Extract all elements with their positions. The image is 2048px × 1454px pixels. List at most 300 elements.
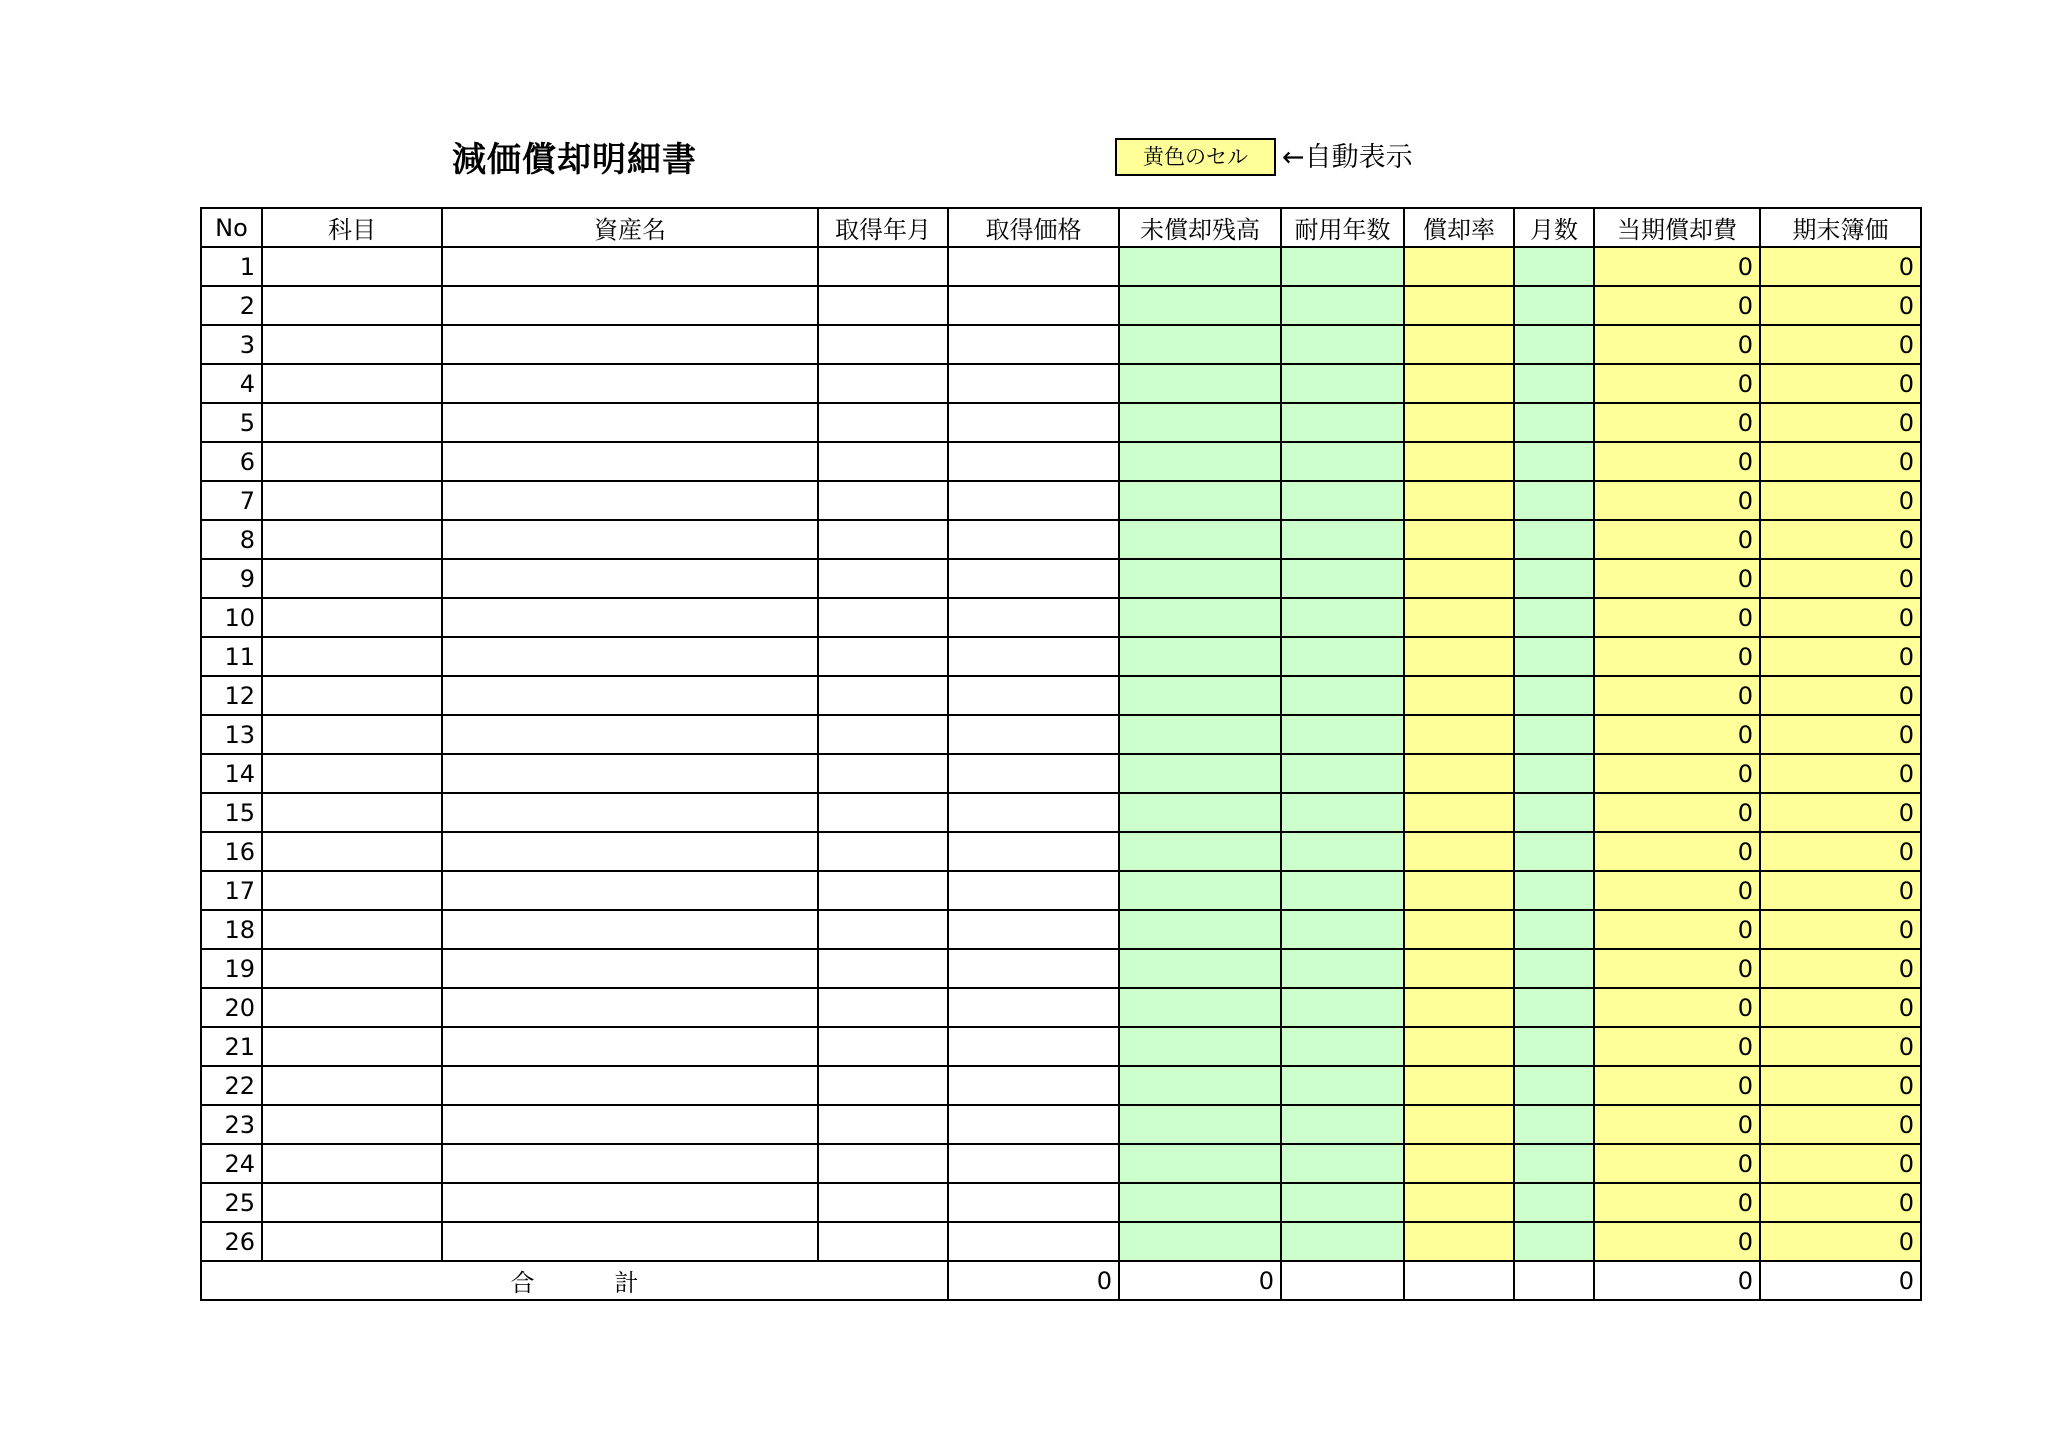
cell-asset-name[interactable] [442, 403, 818, 442]
cell-acquisition-price[interactable] [948, 754, 1119, 793]
table-row [201, 520, 1921, 559]
header-months: 月数 [1514, 208, 1594, 247]
cell-useful-life[interactable] [1281, 442, 1404, 481]
cell-subject[interactable] [262, 403, 442, 442]
cell-depreciation-rate [1404, 676, 1514, 715]
cell-unamortized-balance[interactable] [1119, 1066, 1281, 1105]
cell-acquisition-price[interactable] [948, 481, 1119, 520]
cell-subject[interactable] [262, 715, 442, 754]
cell-months[interactable] [1514, 1027, 1594, 1066]
total-useful-life-blank [1281, 1261, 1404, 1300]
cell-book-value: 0 [1760, 832, 1921, 871]
cell-current-depreciation: 0 [1594, 871, 1760, 910]
cell-subject[interactable] [262, 754, 442, 793]
cell-subject[interactable] [262, 1027, 442, 1066]
cell-months[interactable] [1514, 793, 1594, 832]
cell-no: 5 [201, 403, 262, 442]
cell-depreciation-rate [1404, 715, 1514, 754]
cell-subject[interactable] [262, 364, 442, 403]
cell-useful-life[interactable] [1281, 832, 1404, 871]
cell-acquisition-date[interactable] [818, 364, 948, 403]
table-row [201, 598, 1921, 637]
cell-subject[interactable] [262, 988, 442, 1027]
cell-asset-name[interactable] [442, 247, 818, 286]
cell-depreciation-rate [1404, 598, 1514, 637]
cell-asset-name[interactable] [442, 637, 818, 676]
cell-unamortized-balance[interactable] [1119, 832, 1281, 871]
cell-depreciation-rate [1404, 442, 1514, 481]
cell-useful-life[interactable] [1281, 1027, 1404, 1066]
header-subject: 科目 [262, 208, 442, 247]
cell-acquisition-date[interactable] [818, 715, 948, 754]
cell-book-value: 0 [1760, 325, 1921, 364]
cell-months[interactable] [1514, 481, 1594, 520]
cell-no: 16 [201, 832, 262, 871]
table-row [201, 1105, 1921, 1144]
cell-months[interactable] [1514, 442, 1594, 481]
total-rate-blank [1404, 1261, 1514, 1300]
cell-subject[interactable] [262, 1105, 442, 1144]
cell-depreciation-rate [1404, 403, 1514, 442]
cell-unamortized-balance[interactable] [1119, 1144, 1281, 1183]
cell-subject[interactable] [262, 286, 442, 325]
cell-no: 23 [201, 1105, 262, 1144]
cell-depreciation-rate [1404, 988, 1514, 1027]
table-row [201, 364, 1921, 403]
cell-unamortized-balance[interactable] [1119, 949, 1281, 988]
cell-unamortized-balance[interactable] [1119, 325, 1281, 364]
cell-current-depreciation: 0 [1594, 481, 1760, 520]
cell-acquisition-date[interactable] [818, 988, 948, 1027]
cell-unamortized-balance[interactable] [1119, 559, 1281, 598]
cell-acquisition-price[interactable] [948, 988, 1119, 1027]
cell-current-depreciation: 0 [1594, 598, 1760, 637]
cell-book-value: 0 [1760, 598, 1921, 637]
cell-useful-life[interactable] [1281, 1183, 1404, 1222]
cell-acquisition-date[interactable] [818, 559, 948, 598]
cell-useful-life[interactable] [1281, 715, 1404, 754]
cell-current-depreciation: 0 [1594, 676, 1760, 715]
cell-depreciation-rate [1404, 325, 1514, 364]
cell-no: 2 [201, 286, 262, 325]
cell-unamortized-balance[interactable] [1119, 286, 1281, 325]
cell-acquisition-date[interactable] [818, 871, 948, 910]
cell-no: 8 [201, 520, 262, 559]
cell-no: 18 [201, 910, 262, 949]
cell-useful-life[interactable] [1281, 910, 1404, 949]
cell-no: 25 [201, 1183, 262, 1222]
cell-book-value: 0 [1760, 949, 1921, 988]
cell-acquisition-price[interactable] [948, 1144, 1119, 1183]
cell-asset-name[interactable] [442, 286, 818, 325]
cell-book-value: 0 [1760, 1144, 1921, 1183]
cell-depreciation-rate [1404, 871, 1514, 910]
cell-asset-name[interactable] [442, 1027, 818, 1066]
cell-subject[interactable] [262, 598, 442, 637]
header-row [201, 208, 1921, 247]
cell-months[interactable] [1514, 871, 1594, 910]
cell-acquisition-date[interactable] [818, 1105, 948, 1144]
cell-book-value: 0 [1760, 1222, 1921, 1261]
cell-useful-life[interactable] [1281, 1066, 1404, 1105]
cell-months[interactable] [1514, 754, 1594, 793]
header-acquisition-price: 取得価格 [948, 208, 1119, 247]
cell-current-depreciation: 0 [1594, 559, 1760, 598]
cell-current-depreciation: 0 [1594, 988, 1760, 1027]
cell-acquisition-price[interactable] [948, 676, 1119, 715]
cell-useful-life[interactable] [1281, 949, 1404, 988]
cell-unamortized-balance[interactable] [1119, 754, 1281, 793]
cell-useful-life[interactable] [1281, 325, 1404, 364]
table-row [201, 559, 1921, 598]
cell-acquisition-date[interactable] [818, 1066, 948, 1105]
cell-unamortized-balance[interactable] [1119, 520, 1281, 559]
cell-useful-life[interactable] [1281, 1105, 1404, 1144]
cell-asset-name[interactable] [442, 871, 818, 910]
cell-book-value: 0 [1760, 715, 1921, 754]
cell-asset-name[interactable] [442, 325, 818, 364]
cell-current-depreciation: 0 [1594, 1222, 1760, 1261]
cell-asset-name[interactable] [442, 1144, 818, 1183]
table-row [201, 832, 1921, 871]
cell-current-depreciation: 0 [1594, 325, 1760, 364]
table-row [201, 481, 1921, 520]
cell-book-value: 0 [1760, 559, 1921, 598]
cell-acquisition-price[interactable] [948, 1222, 1119, 1261]
cell-unamortized-balance[interactable] [1119, 403, 1281, 442]
cell-months[interactable] [1514, 364, 1594, 403]
cell-asset-name[interactable] [442, 559, 818, 598]
table-row [201, 676, 1921, 715]
cell-book-value: 0 [1760, 1183, 1921, 1222]
cell-subject[interactable] [262, 481, 442, 520]
cell-useful-life[interactable] [1281, 988, 1404, 1027]
cell-subject[interactable] [262, 442, 442, 481]
cell-useful-life[interactable] [1281, 637, 1404, 676]
cell-months[interactable] [1514, 910, 1594, 949]
cell-months[interactable] [1514, 598, 1594, 637]
cell-acquisition-date[interactable] [818, 793, 948, 832]
cell-useful-life[interactable] [1281, 403, 1404, 442]
cell-unamortized-balance[interactable] [1119, 637, 1281, 676]
cell-useful-life[interactable] [1281, 520, 1404, 559]
cell-unamortized-balance[interactable] [1119, 598, 1281, 637]
cell-current-depreciation: 0 [1594, 949, 1760, 988]
cell-subject[interactable] [262, 325, 442, 364]
cell-subject[interactable] [262, 1066, 442, 1105]
cell-acquisition-date[interactable] [818, 286, 948, 325]
cell-unamortized-balance[interactable] [1119, 676, 1281, 715]
cell-acquisition-price[interactable] [948, 949, 1119, 988]
table-row [201, 988, 1921, 1027]
cell-asset-name[interactable] [442, 988, 818, 1027]
cell-current-depreciation: 0 [1594, 793, 1760, 832]
cell-acquisition-price[interactable] [948, 793, 1119, 832]
cell-subject[interactable] [262, 793, 442, 832]
cell-acquisition-date[interactable] [818, 1183, 948, 1222]
cell-asset-name[interactable] [442, 442, 818, 481]
cell-subject[interactable] [262, 637, 442, 676]
table-row [201, 247, 1921, 286]
cell-no: 7 [201, 481, 262, 520]
cell-acquisition-price[interactable] [948, 247, 1119, 286]
header-unamortized-balance: 未償却残高 [1119, 208, 1281, 247]
cell-current-depreciation: 0 [1594, 910, 1760, 949]
cell-months[interactable] [1514, 1144, 1594, 1183]
cell-no: 22 [201, 1066, 262, 1105]
cell-months[interactable] [1514, 403, 1594, 442]
cell-subject[interactable] [262, 247, 442, 286]
cell-current-depreciation: 0 [1594, 637, 1760, 676]
cell-acquisition-date[interactable] [818, 832, 948, 871]
cell-depreciation-rate [1404, 247, 1514, 286]
cell-depreciation-rate [1404, 637, 1514, 676]
cell-depreciation-rate [1404, 1105, 1514, 1144]
cell-asset-name[interactable] [442, 754, 818, 793]
cell-acquisition-price[interactable] [948, 832, 1119, 871]
cell-acquisition-date[interactable] [818, 598, 948, 637]
cell-book-value: 0 [1760, 1105, 1921, 1144]
cell-acquisition-date[interactable] [818, 442, 948, 481]
cell-months[interactable] [1514, 1183, 1594, 1222]
cell-subject[interactable] [262, 1183, 442, 1222]
cell-asset-name[interactable] [442, 1105, 818, 1144]
cell-asset-name[interactable] [442, 910, 818, 949]
cell-months[interactable] [1514, 1105, 1594, 1144]
cell-acquisition-date[interactable] [818, 949, 948, 988]
cell-acquisition-price[interactable] [948, 637, 1119, 676]
table-row [201, 286, 1921, 325]
cell-asset-name[interactable] [442, 598, 818, 637]
cell-acquisition-price[interactable] [948, 364, 1119, 403]
header-book-value: 期末簿価 [1760, 208, 1921, 247]
cell-depreciation-rate [1404, 1183, 1514, 1222]
cell-unamortized-balance[interactable] [1119, 1027, 1281, 1066]
cell-useful-life[interactable] [1281, 676, 1404, 715]
cell-depreciation-rate [1404, 286, 1514, 325]
cell-acquisition-date[interactable] [818, 1222, 948, 1261]
cell-months[interactable] [1514, 247, 1594, 286]
cell-acquisition-date[interactable] [818, 910, 948, 949]
cell-acquisition-price[interactable] [948, 910, 1119, 949]
total-unamortized-balance: 0 [1119, 1261, 1281, 1300]
cell-no: 21 [201, 1027, 262, 1066]
cell-asset-name[interactable] [442, 715, 818, 754]
cell-depreciation-rate [1404, 520, 1514, 559]
cell-useful-life[interactable] [1281, 793, 1404, 832]
cell-asset-name[interactable] [442, 1222, 818, 1261]
cell-no: 24 [201, 1144, 262, 1183]
cell-acquisition-price[interactable] [948, 1105, 1119, 1144]
cell-no: 6 [201, 442, 262, 481]
cell-current-depreciation: 0 [1594, 1105, 1760, 1144]
cell-subject[interactable] [262, 520, 442, 559]
cell-book-value: 0 [1760, 988, 1921, 1027]
depreciation-table [200, 207, 1922, 1301]
cell-current-depreciation: 0 [1594, 403, 1760, 442]
cell-useful-life[interactable] [1281, 754, 1404, 793]
cell-acquisition-date[interactable] [818, 325, 948, 364]
cell-current-depreciation: 0 [1594, 286, 1760, 325]
document-title: 減価償却明細書 [452, 140, 697, 180]
cell-no: 3 [201, 325, 262, 364]
cell-months[interactable] [1514, 988, 1594, 1027]
cell-subject[interactable] [262, 910, 442, 949]
cell-asset-name[interactable] [442, 481, 818, 520]
table-row [201, 1222, 1921, 1261]
cell-acquisition-price[interactable] [948, 715, 1119, 754]
cell-acquisition-price[interactable] [948, 559, 1119, 598]
cell-useful-life[interactable] [1281, 286, 1404, 325]
cell-no: 13 [201, 715, 262, 754]
cell-unamortized-balance[interactable] [1119, 793, 1281, 832]
cell-depreciation-rate [1404, 1144, 1514, 1183]
cell-unamortized-balance[interactable] [1119, 247, 1281, 286]
header-asset-name: 資産名 [442, 208, 818, 247]
cell-useful-life[interactable] [1281, 598, 1404, 637]
cell-subject[interactable] [262, 676, 442, 715]
cell-book-value: 0 [1760, 403, 1921, 442]
cell-useful-life[interactable] [1281, 1144, 1404, 1183]
cell-book-value: 0 [1760, 793, 1921, 832]
cell-subject[interactable] [262, 949, 442, 988]
cell-subject[interactable] [262, 1222, 442, 1261]
cell-acquisition-price[interactable] [948, 1066, 1119, 1105]
cell-unamortized-balance[interactable] [1119, 871, 1281, 910]
cell-months[interactable] [1514, 949, 1594, 988]
cell-months[interactable] [1514, 715, 1594, 754]
cell-useful-life[interactable] [1281, 1222, 1404, 1261]
cell-acquisition-date[interactable] [818, 676, 948, 715]
cell-current-depreciation: 0 [1594, 1066, 1760, 1105]
cell-asset-name[interactable] [442, 949, 818, 988]
cell-no: 19 [201, 949, 262, 988]
cell-acquisition-date[interactable] [818, 637, 948, 676]
cell-depreciation-rate [1404, 481, 1514, 520]
cell-no: 11 [201, 637, 262, 676]
cell-months[interactable] [1514, 637, 1594, 676]
cell-no: 4 [201, 364, 262, 403]
cell-unamortized-balance[interactable] [1119, 988, 1281, 1027]
cell-book-value: 0 [1760, 637, 1921, 676]
cell-months[interactable] [1514, 1066, 1594, 1105]
table-row [201, 637, 1921, 676]
cell-acquisition-price[interactable] [948, 1027, 1119, 1066]
totals-label [201, 1261, 948, 1300]
cell-depreciation-rate [1404, 364, 1514, 403]
cell-book-value: 0 [1760, 1066, 1921, 1105]
cell-months[interactable] [1514, 520, 1594, 559]
cell-acquisition-date[interactable] [818, 1144, 948, 1183]
header-no: No [201, 208, 262, 247]
cell-useful-life[interactable] [1281, 247, 1404, 286]
table-body [201, 247, 1921, 1261]
cell-no: 17 [201, 871, 262, 910]
cell-asset-name[interactable] [442, 832, 818, 871]
cell-acquisition-date[interactable] [818, 403, 948, 442]
header-useful-life: 耐用年数 [1281, 208, 1404, 247]
cell-book-value: 0 [1760, 754, 1921, 793]
cell-no: 14 [201, 754, 262, 793]
cell-subject[interactable] [262, 871, 442, 910]
cell-acquisition-date[interactable] [818, 247, 948, 286]
cell-unamortized-balance[interactable] [1119, 1222, 1281, 1261]
cell-depreciation-rate [1404, 1027, 1514, 1066]
cell-current-depreciation: 0 [1594, 1144, 1760, 1183]
cell-unamortized-balance[interactable] [1119, 442, 1281, 481]
cell-useful-life[interactable] [1281, 559, 1404, 598]
table-row [201, 910, 1921, 949]
cell-unamortized-balance[interactable] [1119, 910, 1281, 949]
cell-depreciation-rate [1404, 1066, 1514, 1105]
cell-depreciation-rate [1404, 949, 1514, 988]
cell-asset-name[interactable] [442, 1183, 818, 1222]
cell-asset-name[interactable] [442, 676, 818, 715]
cell-acquisition-price[interactable] [948, 520, 1119, 559]
cell-subject[interactable] [262, 559, 442, 598]
cell-acquisition-price[interactable] [948, 325, 1119, 364]
cell-months[interactable] [1514, 676, 1594, 715]
header-current-depreciation: 当期償却費 [1594, 208, 1760, 247]
cell-book-value: 0 [1760, 871, 1921, 910]
cell-acquisition-date[interactable] [818, 754, 948, 793]
cell-acquisition-price[interactable] [948, 403, 1119, 442]
cell-months[interactable] [1514, 559, 1594, 598]
cell-acquisition-date[interactable] [818, 481, 948, 520]
cell-unamortized-balance[interactable] [1119, 1105, 1281, 1144]
totals-row [201, 1261, 1921, 1300]
cell-no: 20 [201, 988, 262, 1027]
cell-acquisition-price[interactable] [948, 442, 1119, 481]
cell-unamortized-balance[interactable] [1119, 1183, 1281, 1222]
total-current-depreciation: 0 [1594, 1261, 1760, 1300]
cell-asset-name[interactable] [442, 364, 818, 403]
cell-depreciation-rate [1404, 793, 1514, 832]
table-row [201, 1144, 1921, 1183]
cell-useful-life[interactable] [1281, 871, 1404, 910]
totals-label-left: 合 [510, 1269, 535, 1297]
cell-subject[interactable] [262, 832, 442, 871]
cell-unamortized-balance[interactable] [1119, 481, 1281, 520]
table-row [201, 1183, 1921, 1222]
cell-acquisition-date[interactable] [818, 520, 948, 559]
table-row [201, 1066, 1921, 1105]
cell-acquisition-price[interactable] [948, 871, 1119, 910]
cell-asset-name[interactable] [442, 1066, 818, 1105]
cell-months[interactable] [1514, 325, 1594, 364]
cell-unamortized-balance[interactable] [1119, 715, 1281, 754]
cell-months[interactable] [1514, 1222, 1594, 1261]
cell-asset-name[interactable] [442, 520, 818, 559]
cell-acquisition-price[interactable] [948, 1183, 1119, 1222]
cell-asset-name[interactable] [442, 793, 818, 832]
cell-acquisition-price[interactable] [948, 598, 1119, 637]
cell-acquisition-date[interactable] [818, 1027, 948, 1066]
cell-subject[interactable] [262, 1144, 442, 1183]
cell-acquisition-price[interactable] [948, 286, 1119, 325]
cell-depreciation-rate [1404, 754, 1514, 793]
cell-no: 26 [201, 1222, 262, 1261]
total-months-blank [1514, 1261, 1594, 1300]
cell-useful-life[interactable] [1281, 364, 1404, 403]
cell-months[interactable] [1514, 286, 1594, 325]
cell-useful-life[interactable] [1281, 481, 1404, 520]
cell-book-value: 0 [1760, 247, 1921, 286]
cell-months[interactable] [1514, 832, 1594, 871]
cell-unamortized-balance[interactable] [1119, 364, 1281, 403]
table-row [201, 715, 1921, 754]
table-row [201, 325, 1921, 364]
